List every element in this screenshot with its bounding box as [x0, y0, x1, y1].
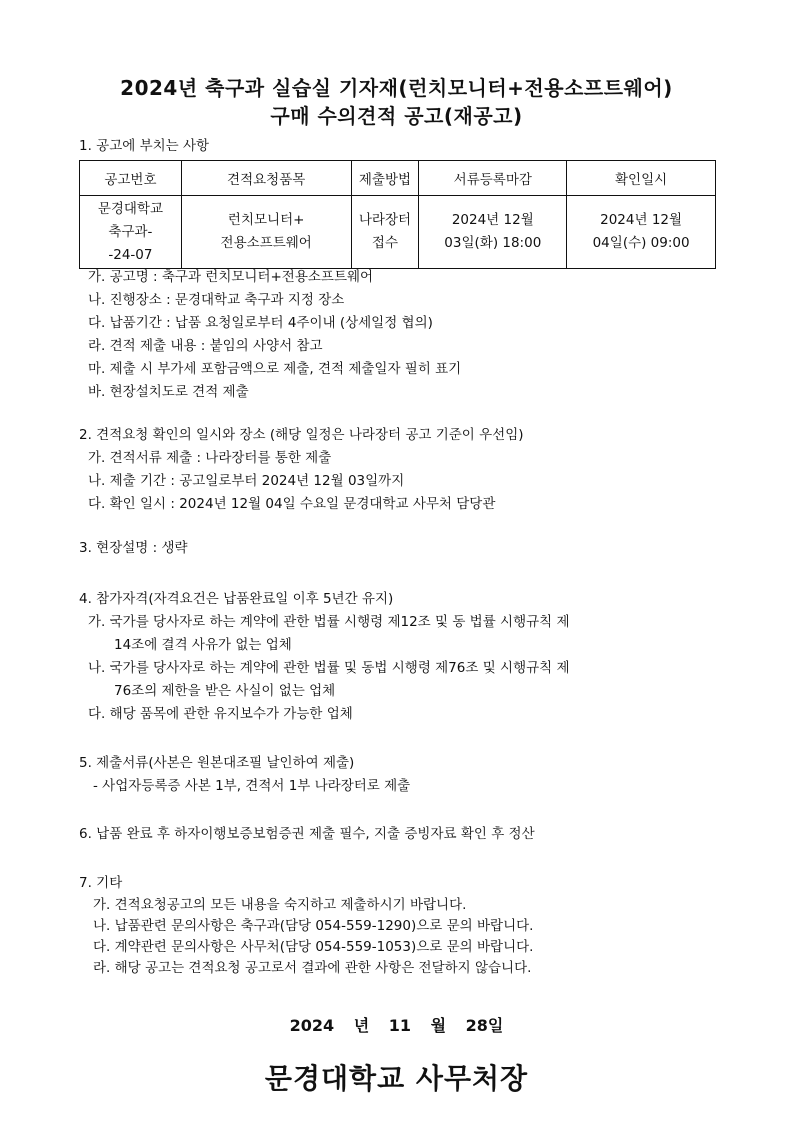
cell-line: 2024년 12월 — [600, 212, 683, 228]
section-2-item: 다. 확인 일시 : 2024년 12월 04일 수요일 문경대학교 사무처 담당관 — [88, 496, 496, 512]
cell-check — [567, 196, 716, 269]
section-2-item: 나. 제출 기간 : 공고일로부터 2024년 12월 03일까지 — [88, 473, 405, 489]
section-7-item: 라. 해당 공고는 견적요청 공고로서 결과에 관한 사항은 전달하지 않습니다. — [93, 960, 532, 976]
cell-deadline — [419, 196, 567, 269]
section-5-heading: 5. 제출서류(사본은 원본대조필 날인하여 제출) — [79, 755, 355, 771]
cell-notice-no — [80, 196, 182, 269]
notice-info-table — [79, 160, 716, 269]
header-check: 확인일시 — [567, 161, 716, 196]
table-row — [80, 196, 716, 269]
section-1-item: 라. 견적 제출 내용 : 붙임의 사양서 참고 — [88, 338, 323, 354]
section-3-heading: 3. 현장설명 : 생략 — [79, 540, 188, 556]
section-7-item: 가. 견적요청공고의 모든 내용을 숙지하고 제출하시기 바랍니다. — [93, 897, 467, 913]
section-7-item: 다. 계약관련 문의사항은 사무처(담당 054-559-1053)으로 문의 바랍니다. — [93, 939, 534, 955]
header-method: 제출방법 — [351, 161, 419, 196]
signer-title: 문경대학교 사무처장 — [264, 1062, 529, 1095]
cell-line: 04일(수) 09:00 — [592, 235, 690, 251]
section-2-item: 가. 견적서류 제출 : 나라장터를 통한 제출 — [88, 450, 332, 466]
cell-method — [351, 196, 419, 269]
section-7-heading: 7. 기타 — [79, 875, 123, 891]
document-title-line-2: 구매 수의견적 공고(재공고) — [270, 104, 523, 128]
section-5-item: - 사업자등록증 사본 1부, 견적서 1부 나라장터로 제출 — [93, 778, 411, 794]
section-7-item: 나. 납품관련 문의사항은 축구과(담당 054-559-1290)으로 문의 바랍니다. — [93, 918, 534, 934]
section-1-heading: 1. 공고에 부치는 사항 — [79, 138, 210, 154]
table-header-row — [80, 161, 716, 196]
section-4-item: 가. 국가를 당사자로 하는 계약에 관한 법률 시행령 제12조 및 동 법률 시행규칙 제 — [88, 614, 570, 630]
cell-line: 런치모니터+ — [227, 212, 305, 228]
cell-line: 03일(화) 18:00 — [444, 235, 542, 251]
section-4-item-continued: 14조에 결격 사유가 없는 업체 — [114, 637, 292, 653]
document-title-line-1: 2024년 축구과 실습실 기자재(런치모니터+전용소프트웨어) — [120, 76, 673, 100]
section-6-heading: 6. 납품 완료 후 하자이행보증보험증권 제출 필수, 지출 증빙자료 확인 후 정산 — [79, 826, 535, 842]
section-4-item-continued: 76조의 제한을 받은 사실이 없는 업체 — [114, 683, 336, 699]
section-1-item: 바. 현장설치도로 견적 제출 — [88, 384, 249, 400]
section-1-item: 가. 공고명 : 축구과 런치모니터+전용소프트웨어 — [88, 269, 374, 285]
cell-line: -24-07 — [108, 246, 153, 263]
section-1-item: 마. 제출 시 부가세 포함금액으로 제출, 견적 제출일자 필히 표기 — [88, 361, 462, 377]
header-item: 견적요청품목 — [181, 161, 351, 196]
section-2-heading: 2. 견적요청 확인의 일시와 장소 (해당 일정은 나라장터 공고 기준이 우선임) — [79, 427, 524, 443]
cell-line: 2024년 12월 — [451, 212, 534, 228]
cell-line: 접수 — [371, 235, 398, 251]
notice-date: 2024 년 11 월 28일 — [289, 1016, 504, 1035]
section-4-item: 나. 국가를 당사자로 하는 계약에 관한 법률 및 동법 시행령 제76조 및 시행규칙 제 — [88, 660, 570, 676]
cell-line: 축구과- — [108, 223, 153, 240]
section-4-heading: 4. 참가자격(자격요건은 납품완료일 이후 5년간 유지) — [79, 591, 394, 607]
header-notice-no: 공고번호 — [80, 161, 182, 196]
cell-item — [181, 196, 351, 269]
header-deadline: 서류등록마감 — [419, 161, 567, 196]
section-1-item: 나. 진행장소 : 문경대학교 축구과 지정 장소 — [88, 292, 345, 308]
cell-line: 전용소프트웨어 — [220, 235, 312, 251]
cell-line: 나라장터 — [358, 212, 412, 228]
cell-line: 문경대학교 — [97, 200, 164, 217]
section-1-item: 다. 납품기간 : 납품 요청일로부터 4주이내 (상세일정 협의) — [88, 315, 433, 331]
section-4-item: 다. 해당 품목에 관한 유지보수가 가능한 업체 — [88, 706, 353, 722]
